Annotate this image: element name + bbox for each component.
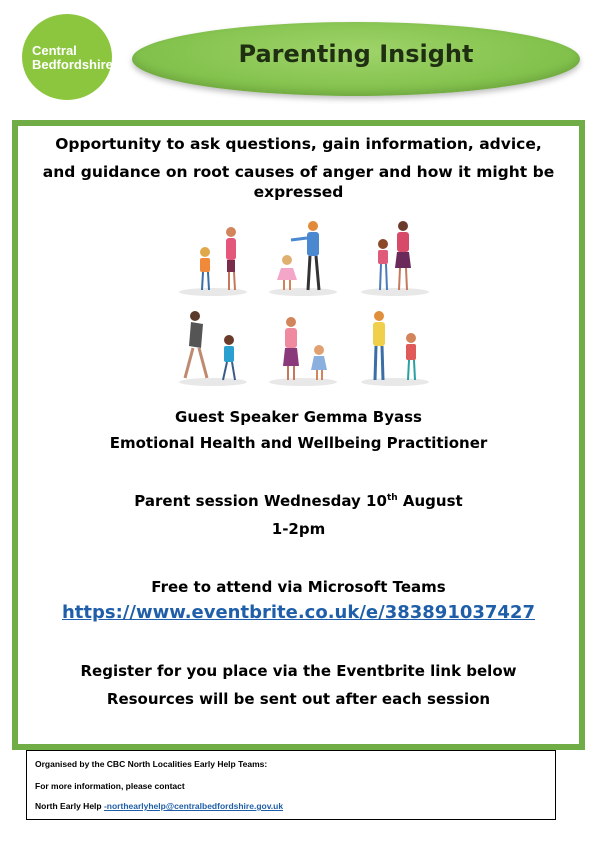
speaker-role: Emotional Health and Wellbeing Practitioner <box>109 434 488 452</box>
parenting-illustration <box>173 218 433 394</box>
footer-organised: Organised by the CBC North Localities Early Help Teams: <box>35 759 268 769</box>
footer-contact: For more information, please contact <box>35 781 185 791</box>
register-text: Register for you place via the Eventbrite link below <box>80 662 517 680</box>
contact-footer <box>26 750 556 820</box>
session-time: 1-2pm <box>271 520 326 538</box>
eventbrite-link[interactable]: https://www.eventbrite.co.uk/e/383891037427 <box>61 602 535 623</box>
page-title: Parenting Insight <box>238 40 474 68</box>
parent-child-scene-2 <box>269 221 337 296</box>
session-date-suffix: th <box>386 493 398 503</box>
footer-email-link[interactable]: -northearlyhelp@centralbedfordshire.gov.uk <box>103 801 284 811</box>
central-bedfordshire-logo <box>22 14 112 100</box>
intro-line-1: Opportunity to ask questions, gain information, advice, <box>55 135 542 153</box>
footer-team: North Early Help <box>35 801 104 811</box>
parent-child-scene-6 <box>361 311 429 386</box>
resources-text: Resources will be sent out after each session <box>106 690 491 708</box>
session-date-month: August <box>397 492 463 510</box>
parent-child-scene-3 <box>361 221 429 296</box>
intro-line-2: and guidance on root causes of anger and how it might be expressed <box>42 163 555 201</box>
title-banner <box>132 22 580 96</box>
footer-team-line <box>35 801 283 811</box>
session-date-prefix: Parent session Wednesday 10 <box>134 492 387 510</box>
intro-text <box>18 134 579 202</box>
content-frame <box>12 120 585 750</box>
parent-child-scene-4 <box>179 311 247 386</box>
eventbrite-link-wrapper <box>18 602 579 623</box>
logo-line-2: Bedfordshire <box>32 57 113 72</box>
parent-child-scene-5 <box>269 317 337 386</box>
logo-line-1: Central <box>32 43 77 58</box>
speaker-name: Guest Speaker Gemma Byass <box>175 408 422 426</box>
parent-child-scene-1 <box>179 227 247 296</box>
session-date <box>18 492 579 510</box>
attend-text: Free to attend via Microsoft Teams <box>151 578 446 596</box>
